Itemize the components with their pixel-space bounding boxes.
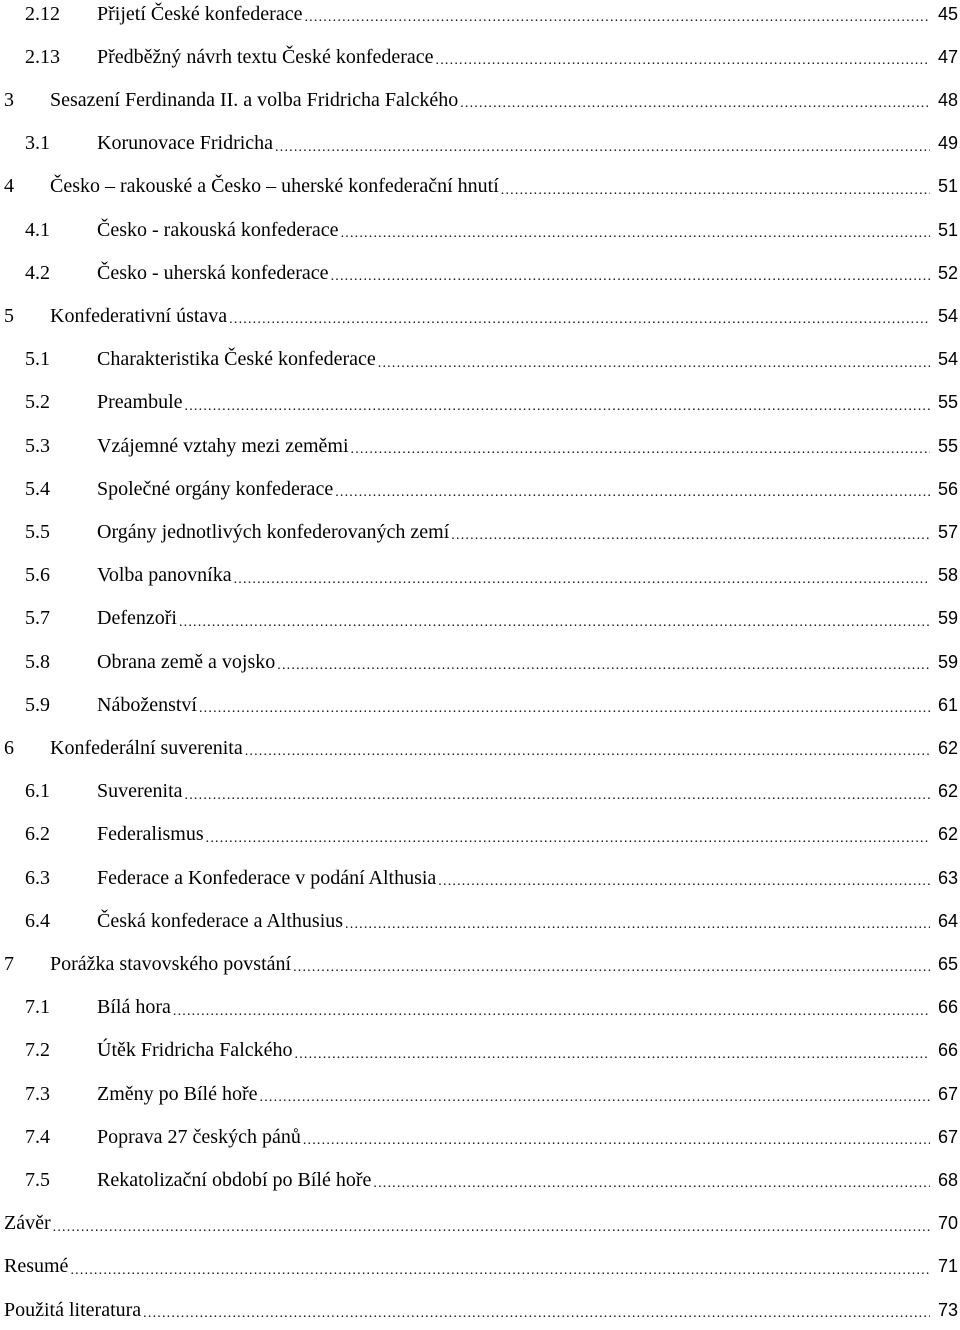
toc-dot-leader: [173, 1004, 930, 1020]
toc-entry-number: 2.13: [25, 45, 60, 68]
toc-entry-number: 3: [4, 88, 14, 111]
toc-entry-title: Vzájemné vztahy mezi zeměmi: [97, 434, 349, 457]
toc-entry-title: Korunovace Fridricha: [97, 132, 274, 155]
toc-entry[interactable]: [0, 858, 958, 898]
toc-entry-title: Česko – rakouské a Česko – uherské konfederační hnutí: [50, 175, 499, 198]
toc-entry[interactable]: [0, 1290, 958, 1330]
toc-entry-page: 45: [937, 3, 958, 24]
toc-entry-title: Použitá literatura: [4, 1298, 142, 1321]
toc-entry-page: 67: [937, 1126, 958, 1147]
toc-entry-number: 5.5: [25, 520, 50, 543]
toc-dot-leader: [451, 528, 930, 544]
toc-entry-page: 58: [937, 565, 958, 586]
toc-entry-title: Změny po Bílé hoře: [97, 1082, 258, 1105]
toc-entry[interactable]: [0, 815, 958, 855]
toc-entry-page: 56: [937, 478, 958, 499]
toc-dot-leader: [373, 1176, 930, 1192]
toc-entry-number: 4.2: [25, 261, 50, 284]
toc-entry[interactable]: [0, 1074, 958, 1114]
toc-entry-page: 47: [937, 46, 958, 67]
toc-entry-page: 67: [937, 1083, 958, 1104]
toc-dot-leader: [206, 831, 930, 847]
toc-entry-title: Orgány jednotlivých konfederovaných zemí: [97, 520, 450, 543]
toc-entry[interactable]: [0, 469, 958, 509]
toc-entry[interactable]: [0, 642, 958, 682]
toc-dot-leader: [277, 658, 930, 674]
toc-dot-leader: [245, 744, 930, 760]
toc-dot-leader: [185, 399, 930, 415]
toc-entry-page: 62: [937, 824, 958, 845]
toc-entry-title: Bílá hora: [97, 996, 171, 1019]
toc-entry[interactable]: [0, 1031, 958, 1071]
toc-entry-title: Porážka stavovského povstání: [50, 952, 292, 975]
toc-entry-page: 52: [937, 262, 958, 283]
toc-dot-leader: [460, 96, 930, 112]
toc-entry[interactable]: [0, 426, 958, 466]
toc-dot-leader: [179, 615, 930, 631]
toc-entry-page: 62: [937, 781, 958, 802]
toc-entry-number: 6.3: [25, 866, 50, 889]
toc-dot-leader: [234, 572, 930, 588]
toc-entry-title: Preambule: [97, 391, 183, 414]
toc-entry[interactable]: [0, 0, 958, 34]
toc-entry-title: Útěk Fridricha Falckého: [97, 1039, 293, 1062]
toc-entry-page: 63: [937, 867, 958, 888]
toc-entry-page: 55: [937, 392, 958, 413]
toc-dot-leader: [199, 701, 930, 717]
toc-entry-number: 6: [4, 736, 14, 759]
toc-entry-number: 5.3: [25, 434, 50, 457]
toc-entry-number: 7.2: [25, 1039, 50, 1062]
toc-entry-number: 5.4: [25, 477, 50, 500]
toc-entry-number: 3.1: [25, 132, 50, 155]
toc-entry[interactable]: [0, 1117, 958, 1157]
toc-entry-title: Obrana země a vojsko: [97, 650, 276, 673]
toc-entry-page: 62: [937, 737, 958, 758]
toc-entry-page: 64: [937, 910, 958, 931]
toc-dot-leader: [293, 960, 930, 976]
toc-entry-title: Charakteristika České konfederace: [97, 348, 376, 371]
toc-entry-number: 7.4: [25, 1125, 50, 1148]
toc-entry-number: 5.2: [25, 391, 50, 414]
toc-entry-title: Rekatolizační období po Bílé hoře: [97, 1168, 372, 1191]
toc-entry-title: Společné orgány konfederace: [97, 477, 334, 500]
toc-entry[interactable]: [0, 512, 958, 552]
toc-entry[interactable]: [0, 296, 958, 336]
toc-dot-leader: [335, 485, 930, 501]
toc-dot-leader: [229, 312, 930, 328]
toc-entry-page: 55: [937, 435, 958, 456]
toc-entry[interactable]: [0, 728, 958, 768]
toc-entry[interactable]: [0, 340, 958, 380]
toc-entry-title: Defenzoři: [97, 607, 177, 630]
toc-entry[interactable]: [0, 772, 958, 812]
toc-entry-title: Česko - rakouská konfederace: [97, 218, 339, 241]
toc-entry-number: 5.7: [25, 607, 50, 630]
toc-entry[interactable]: [0, 167, 958, 207]
toc-entry[interactable]: [0, 210, 958, 250]
toc-dot-leader: [501, 183, 930, 199]
toc-entry-number: 4: [4, 175, 14, 198]
toc-entry-title: Předběžný návrh textu České konfederace: [97, 45, 434, 68]
toc-entry[interactable]: [0, 901, 958, 941]
toc-entry-page: 61: [937, 694, 958, 715]
toc-dot-leader: [295, 1047, 931, 1063]
toc-entry-page: 73: [937, 1299, 958, 1320]
toc-entry-page: 49: [937, 133, 958, 154]
toc-entry[interactable]: [0, 37, 958, 77]
toc-entry-number: 5.1: [25, 348, 50, 371]
toc-entry-number: 2.12: [25, 2, 60, 25]
toc-dot-leader: [275, 140, 930, 156]
toc-entry-page: 54: [937, 349, 958, 370]
toc-entry-title: Konfederální suverenita: [50, 736, 243, 759]
toc-entry[interactable]: [0, 253, 958, 293]
toc-entry[interactable]: [0, 124, 958, 164]
toc-dot-leader: [331, 269, 930, 285]
toc-dot-leader: [53, 1220, 930, 1236]
toc-entry-title: Přijetí České konfederace: [97, 2, 303, 25]
toc-entry-page: 48: [937, 89, 958, 110]
toc-entry[interactable]: [0, 1204, 958, 1244]
toc-entry-page: 59: [937, 651, 958, 672]
toc-dot-leader: [438, 874, 930, 890]
toc-entry-title: Poprava 27 českých pánů: [97, 1125, 301, 1148]
toc-dot-leader: [436, 53, 930, 69]
toc-entry[interactable]: [0, 685, 958, 725]
toc-entry-number: 5.8: [25, 650, 50, 673]
toc-entry-title: Resumé: [4, 1255, 69, 1278]
toc-dot-leader: [185, 788, 930, 804]
toc-entry[interactable]: [0, 944, 958, 984]
toc-entry-title: Volba panovníka: [97, 564, 232, 587]
toc-dot-leader: [378, 356, 930, 372]
toc-dot-leader: [351, 442, 930, 458]
toc-entry-number: 6.1: [25, 780, 50, 803]
toc-entry-title: Suverenita: [97, 780, 183, 803]
toc-entry-number: 6.2: [25, 823, 50, 846]
toc-entry-title: Federace a Konfederace v podání Althusia: [97, 866, 437, 889]
toc-entry-title: Konfederativní ústava: [50, 304, 228, 327]
toc-dot-leader: [70, 1263, 930, 1279]
toc-dot-leader: [345, 917, 930, 933]
toc-entry-page: 71: [937, 1256, 958, 1277]
toc-entry-page: 68: [937, 1169, 958, 1190]
toc-entry-page: 54: [937, 305, 958, 326]
toc-entry-number: 5.6: [25, 564, 50, 587]
toc-entry-title: Federalismus: [97, 823, 204, 846]
toc-entry-title: Sesazení Ferdinanda II. a volba Fridricha Falckého: [50, 88, 459, 111]
toc-entry-number: 5: [4, 304, 14, 327]
toc-entry-title: Česká konfederace a Althusius: [97, 909, 344, 932]
toc-entry-page: 70: [937, 1213, 958, 1234]
toc-entry-number: 5.9: [25, 693, 50, 716]
toc-entry-page: 51: [937, 219, 958, 240]
toc-dot-leader: [304, 10, 930, 26]
toc-entry-page: 65: [937, 953, 958, 974]
toc-entry-number: 6.4: [25, 909, 50, 932]
toc-entry-page: 51: [937, 176, 958, 197]
toc-entry-title: Náboženství: [97, 693, 197, 716]
toc-dot-leader: [260, 1090, 930, 1106]
toc-entry-page: 59: [937, 608, 958, 629]
toc-entry-page: 66: [937, 1040, 958, 1061]
toc-entry-title: Závěr: [4, 1212, 51, 1235]
toc-entry-number: 7.1: [25, 996, 50, 1019]
toc-entry-page: 57: [937, 521, 958, 542]
toc-dot-leader: [143, 1306, 930, 1322]
toc-entry[interactable]: [0, 988, 958, 1028]
toc-entry[interactable]: [0, 80, 958, 120]
toc-entry-number: 7.5: [25, 1168, 50, 1191]
toc-entry-number: 7: [4, 952, 14, 975]
toc-entry[interactable]: [0, 556, 958, 596]
toc-entry-number: 4.1: [25, 218, 50, 241]
toc-entry[interactable]: [0, 599, 958, 639]
toc-entry[interactable]: [0, 1247, 958, 1287]
toc-entry[interactable]: [0, 383, 958, 423]
toc-entry-title: Česko - uherská konfederace: [97, 261, 329, 284]
toc-dot-leader: [341, 226, 930, 242]
toc-entry-page: 66: [937, 997, 958, 1018]
toc-entry-number: 7.3: [25, 1082, 50, 1105]
toc-entry[interactable]: [0, 1160, 958, 1200]
toc-dot-leader: [303, 1133, 930, 1149]
